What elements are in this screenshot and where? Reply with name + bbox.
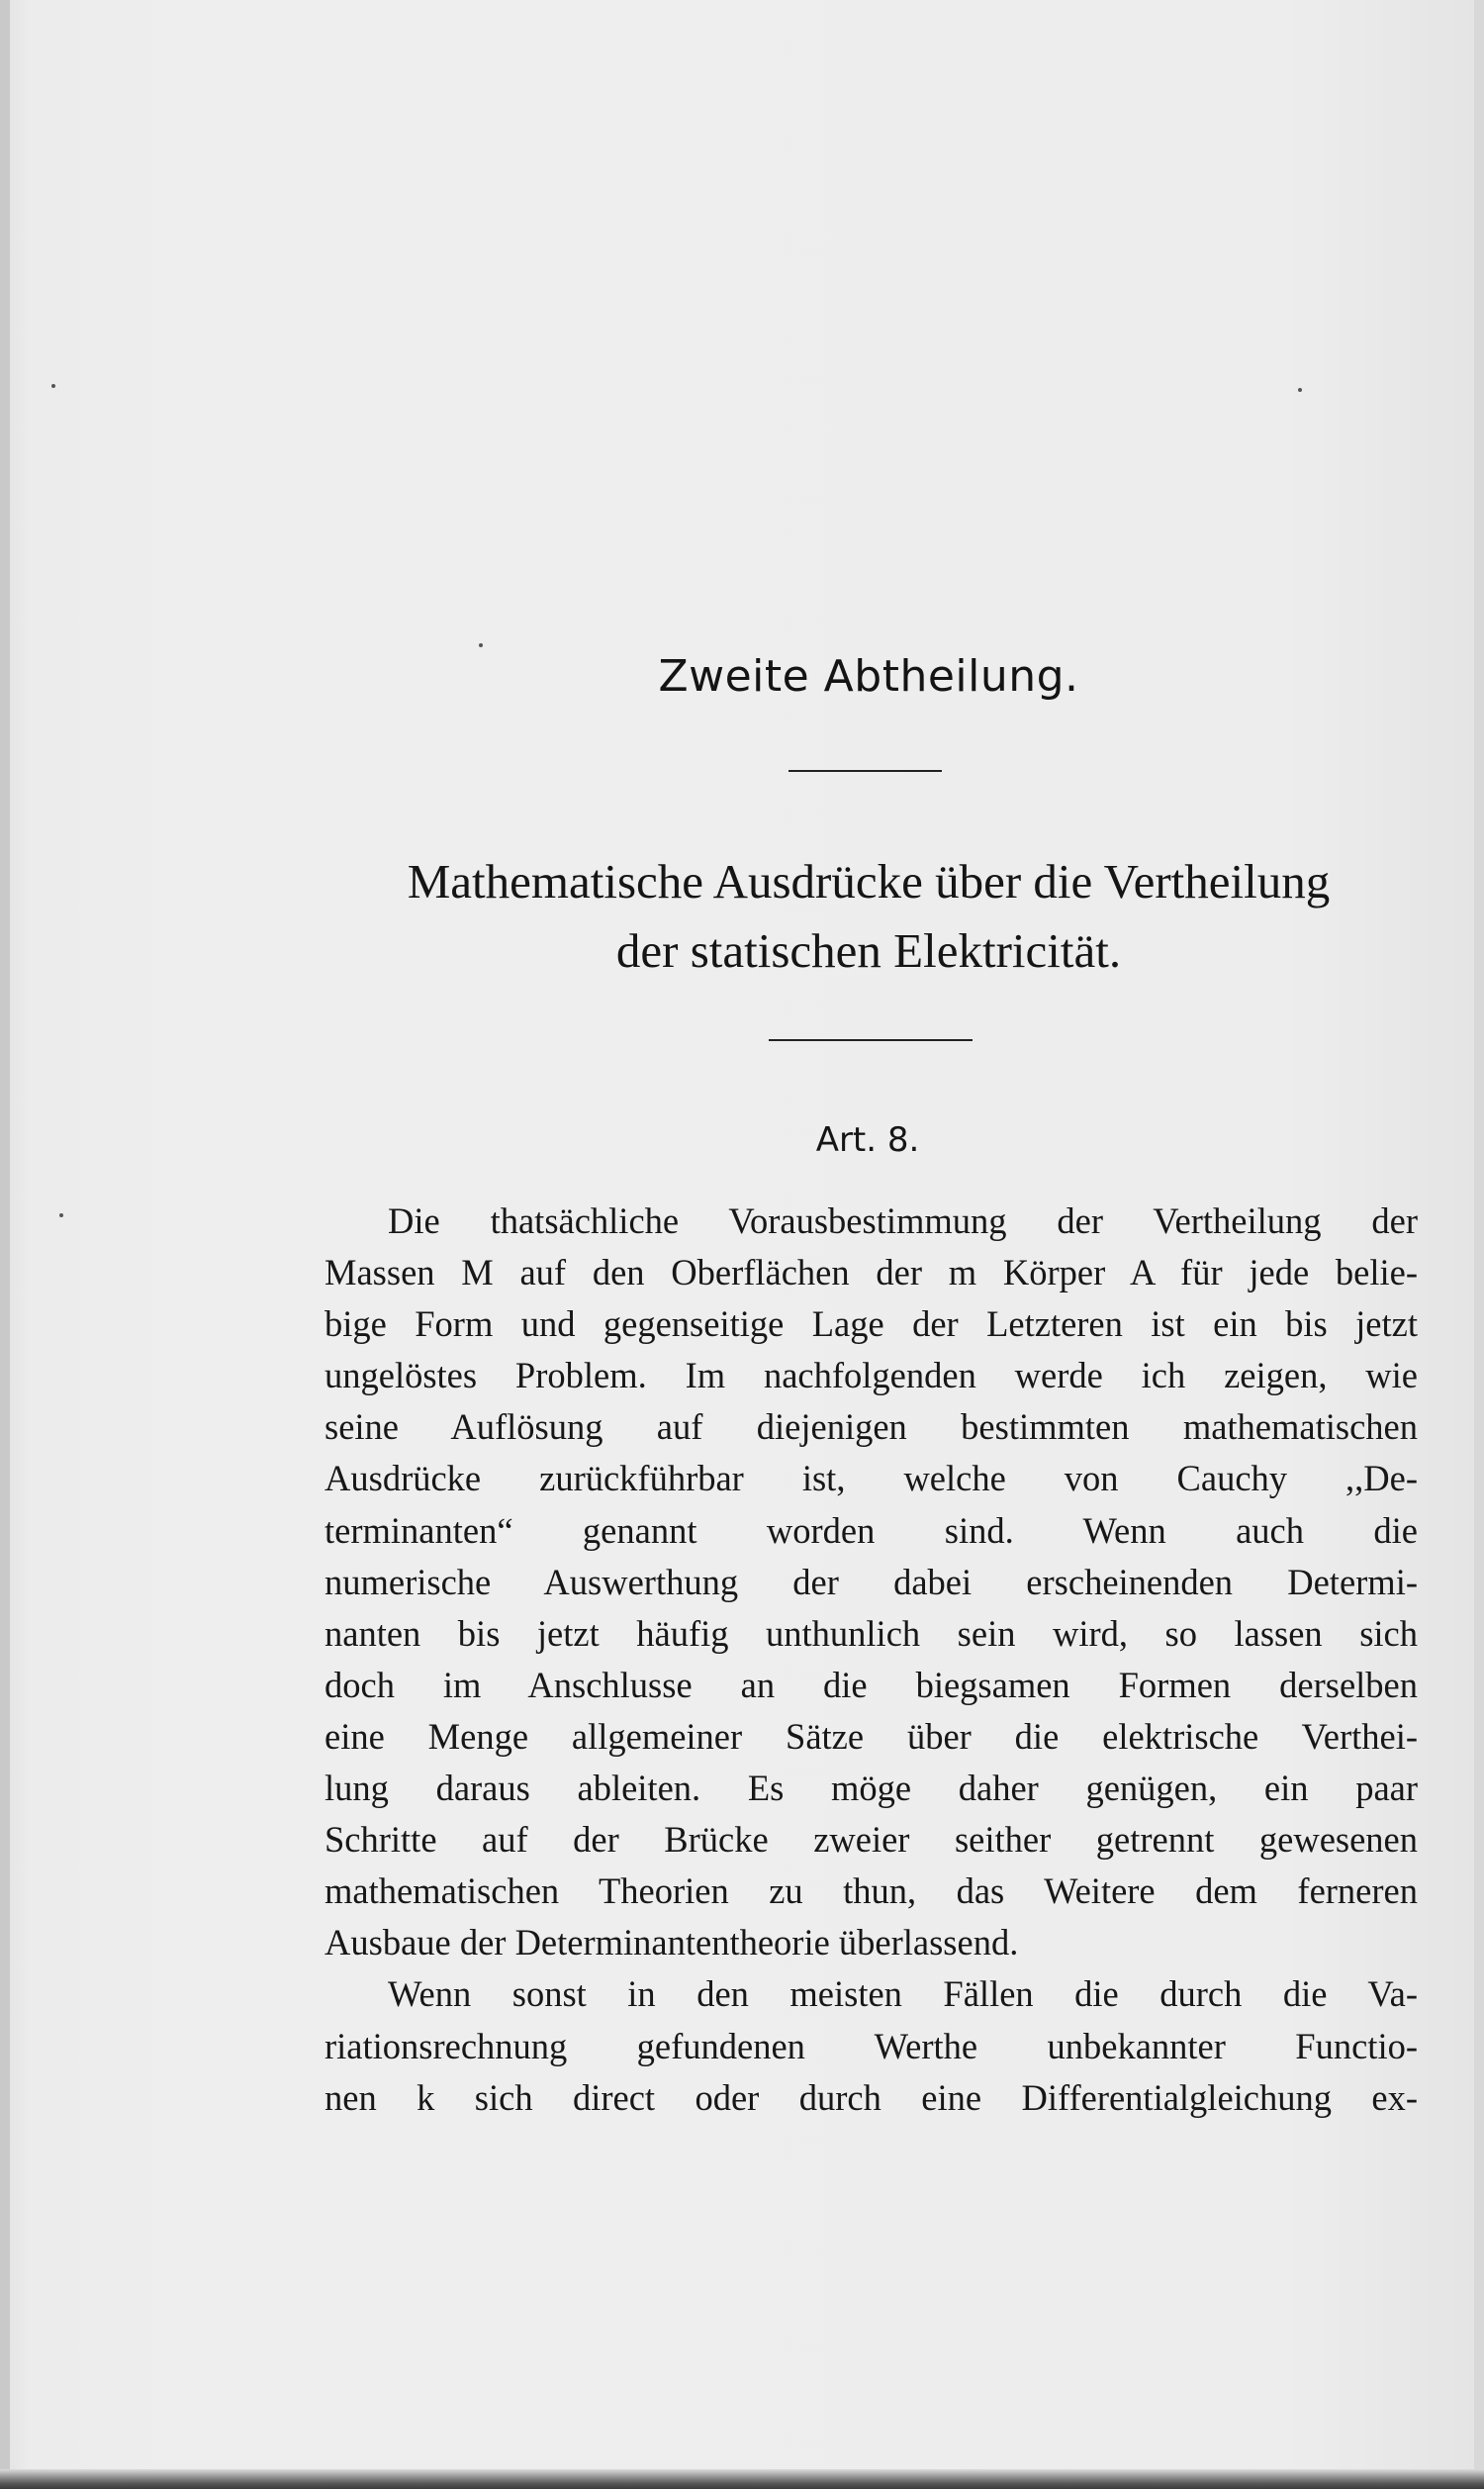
text-line: Die thatsächliche Vorausbestimmung der Vertheilung der — [388, 1200, 1418, 1241]
text-line: Massen M auf den Oberflächen der m Körper A für jede belie- — [325, 1252, 1418, 1293]
dust-speck — [59, 1213, 63, 1217]
text-line: Ausbaue der Determinantentheorie überlassend. — [325, 1922, 1019, 1963]
text-line: Schritte auf der Brücke zweier seither getrennt gewesenen — [325, 1819, 1418, 1861]
text-line: terminanten“ genannt worden sind. Wenn auch die — [325, 1509, 1418, 1551]
dust-speck — [51, 384, 55, 388]
text-line: nanten bis jetzt häufig unthunlich sein wird, so lassen sich — [325, 1612, 1418, 1654]
divider-rule — [769, 1039, 973, 1041]
text-line: eine Menge allgemeiner Sätze über die elektrische Verthei- — [325, 1715, 1418, 1757]
main-title-line: Mathematische Ausdrücke über die Vertheilung — [407, 854, 1331, 909]
section-heading: Zweite Abtheilung. — [658, 651, 1079, 702]
text-line: seine Auflösung auf diejenigen bestimmten mathematischen — [325, 1406, 1418, 1448]
page-left-edge — [0, 0, 10, 2489]
text-line: Wenn sonst in den meisten Fällen die durch die Va- — [388, 1973, 1418, 2015]
text-line: nen k sich direct oder durch eine Differentialgleichung ex- — [325, 2076, 1418, 2118]
body-text — [325, 1196, 1418, 2124]
article-heading: Art. 8. — [815, 1120, 920, 1160]
main-title-line: der statischen Elektricität. — [615, 923, 1122, 978]
dust-speck — [479, 643, 483, 647]
text-line: doch im Anschlusse an die biegsamen Formen derselben — [325, 1664, 1418, 1705]
text-line: lung daraus ableiten. Es möge daher genügen, ein paar — [325, 1768, 1418, 1809]
text-line: riationsrechnung gefundenen Werthe unbekannter Functio- — [325, 2025, 1418, 2066]
text-line: numerische Auswerthung der dabei erscheinenden Determi- — [325, 1561, 1418, 1602]
text-line: Ausdrücke zurückführbar ist, welche von Cauchy ,,De- — [325, 1458, 1418, 1499]
text-line: mathematischen Theorien zu thun, das Weitere dem ferneren — [325, 1870, 1418, 1912]
dust-speck — [1298, 388, 1302, 392]
main-title — [317, 847, 1421, 986]
page-bottom-edge — [0, 2469, 1484, 2489]
page-right-edge — [1474, 0, 1484, 2489]
text-line: bige Form und gegenseitige Lage der Letzteren ist ein bis jetzt — [325, 1303, 1418, 1345]
text-line: ungelöstes Problem. Im nachfolgenden werde ich zeigen, wie — [325, 1355, 1418, 1396]
divider-rule — [788, 770, 942, 772]
